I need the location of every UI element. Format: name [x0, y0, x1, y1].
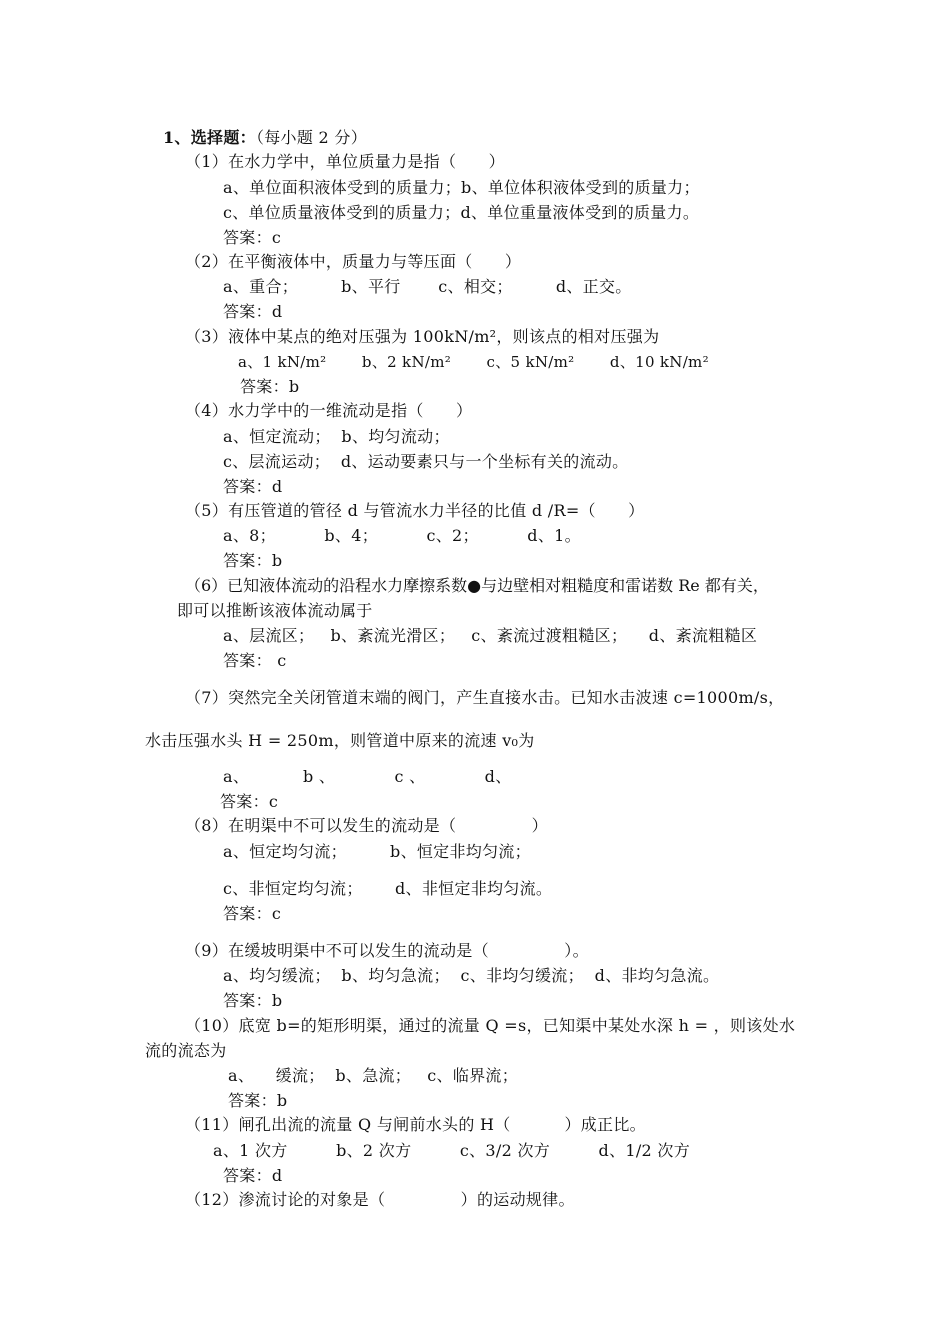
question-1-stem: （1）在水力学中，单位质量力是指（ ） [185, 152, 505, 171]
question-10-stem-line-1: （10）底宽 b=的矩形明渠，通过的流量 Q =s，已知渠中某处水深 h = ，则该处水 [185, 1016, 796, 1035]
question-2-stem: （2）在平衡液体中，质量力与等压面（ ） [185, 252, 522, 271]
question-7-stem-line-1: （7）突然完全关闭管道末端的阀门，产生直接水击。已知水击波速 c=1000m/s， [185, 688, 785, 707]
question-6-stem-line-1: （6）已知液体流动的沿程水力摩擦系数●与边壁相对粗糙度和雷诺数 Re 都有关， [185, 576, 769, 595]
question-8-answer: 答案：c [223, 904, 282, 923]
section-note: （每小题 2 分） [255, 128, 367, 147]
question-10-answer: 答案：b [228, 1091, 288, 1110]
question-7-options: a、 b 、 c 、 d、 [223, 767, 512, 786]
question-5-options: a、8； b、4； c、2； d、1。 [223, 526, 581, 545]
question-1-option-line-2: c、单位质量液体受到的质量力；d、单位重量液体受到的质量力。 [223, 203, 700, 222]
question-8-option-line-2: c、非恒定均匀流； d、非恒定非均匀流。 [223, 879, 553, 898]
question-11-stem: （11）闸孔出流的流量 Q 与闸前水头的 H（ ）成正比。 [185, 1115, 646, 1134]
question-4-option-line-2: c、层流运动； d、运动要素只与一个坐标有关的流动。 [223, 452, 629, 471]
question-4-answer: 答案：d [223, 477, 283, 496]
question-3-options: a、1 kN/m² b、2 kN/m² c、5 kN/m² d、10 kN/m² [238, 353, 709, 371]
question-11-options: a、1 次方 b、2 次方 c、3/2 次方 d、1/2 次方 [213, 1141, 691, 1160]
question-9-answer: 答案：b [223, 991, 283, 1010]
question-10-options: a、 缓流； b、急流； c、临界流； [228, 1066, 519, 1085]
question-11-answer: 答案：d [223, 1166, 283, 1185]
question-7-stem-line-2: 水击压强水头 H = 250m，则管道中原来的流速 v₀为 [145, 731, 535, 750]
question-2-answer: 答案：d [223, 302, 283, 321]
question-10-stem-line-2: 流的流态为 [145, 1041, 227, 1060]
question-1-option-line-1: a、单位面积液体受到的质量力；b、单位体积液体受到的质量力； [223, 178, 700, 197]
question-9-options: a、均匀缓流； b、均匀急流； c、非均匀缓流； d、非均匀急流。 [223, 966, 720, 985]
question-4-option-line-1: a、恒定流动； b、均匀流动； [223, 427, 450, 446]
question-4-stem: （4）水力学中的一维流动是指（ ） [185, 401, 473, 420]
question-1-answer: 答案：c [223, 228, 282, 247]
question-12-stem: （12）渗流讨论的对象是（ ）的运动规律。 [185, 1190, 575, 1209]
question-5-answer: 答案：b [223, 551, 283, 570]
question-2-options: a、重合； b、平行 c、相交； d、正交。 [223, 277, 632, 296]
question-6-stem-line-2: 即可以推断该液体流动属于 [177, 601, 373, 620]
question-8-stem: （8）在明渠中不可以发生的流动是（ ） [185, 816, 548, 835]
section-title: 1、选择题： [163, 128, 256, 147]
question-8-option-line-1: a、恒定均匀流； b、恒定非均匀流； [223, 842, 531, 861]
question-6-options: a、层流区； b、紊流光滑区； c、紊流过渡粗糙区； d、紊流粗糙区 [223, 626, 758, 645]
question-3-stem: （3）液体中某点的绝对压强为 100kN/m²，则该点的相对压强为 [185, 327, 660, 346]
question-7-answer: 答案：c [220, 792, 279, 811]
question-5-stem: （5）有压管道的管径 d 与管流水力半径的比值 d /R=（ ） [185, 501, 645, 520]
section-heading [163, 128, 367, 148]
question-9-stem: （9）在缓坡明渠中不可以发生的流动是（ ）。 [185, 941, 589, 960]
question-3-answer: 答案：b [240, 377, 300, 396]
question-6-answer: 答案： c [223, 651, 287, 670]
